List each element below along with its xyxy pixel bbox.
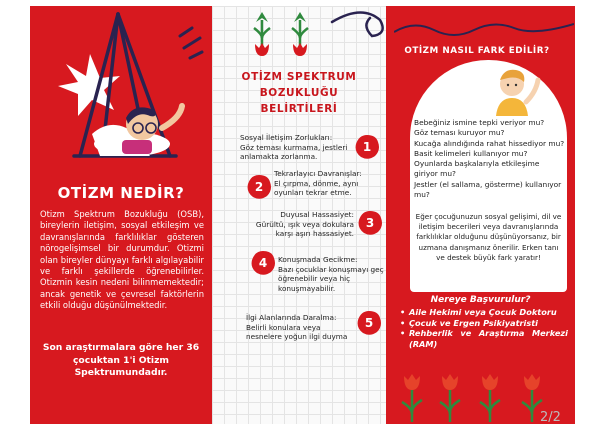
symptom-item: Konuşmada Gecikme: Bazı çocuklar konuşmayı geç öğrenebilir veya hiç konuşmayabilir. — [278, 255, 384, 293]
brochure-page — [30, 6, 575, 424]
symptom-item: Tekrarlayıcı Davranışlar: El çırpma, dönme, aynı oyunları tekrar etme. — [274, 169, 362, 197]
symptom-item: İlgi Alanlarında Daralma: Belirli konulara veya nesnelere yoğun ilgi duyma — [246, 313, 348, 341]
question-item: Oyunlarda başkalarıyla etkileşime giriyor mu? — [414, 159, 540, 179]
question-item: Jestler (el sallama, gösterme) kullanıyor mu? — [414, 179, 562, 200]
how-to-recognize-title: OTİZM NASIL FARK EDİLİR? — [404, 46, 550, 56]
number-badge-5: 5 — [356, 310, 382, 336]
expert-advice-text: Eğer çocuğunuzun sosyal gelişimi, dil ve iletişim becerileri veya davranışlarında farklılıklar olduğunu düşünüyorsanız, bir uzmana danışmanız önerilir. Erken tanı ve destek büyük fark yaratır! — [415, 212, 562, 262]
panel-what-is-autism — [30, 6, 212, 424]
panel-how-to-recognize — [386, 6, 575, 424]
what-is-autism-title: OTİZM NEDİR? — [57, 184, 185, 202]
tulip-decoration — [212, 6, 386, 66]
apply-item: • Çocuk ve Ergen Psikiyatristi — [400, 318, 568, 329]
symptom-item: Sosyal İletişim Zorlukları: Göz teması kurmama, jestleri anlamakta zorlanma. — [240, 133, 348, 161]
tulip-icon — [292, 12, 308, 56]
question-item: Göz teması kuruyor mu? — [414, 128, 505, 138]
swing-child-illustration — [30, 6, 212, 178]
question-item: Bebeğiniz ismine tepki veriyor mu? — [414, 118, 545, 127]
tulip-icon — [440, 374, 460, 422]
what-is-autism-text: Otizm Spektrum Bozukluğu (OSB), bireylerin iletişim, sosyal etkileşim ve davranışlarında farklılıklar gösteren nörogelişimsel bir durumdur. Otizmi olan bireyler dünyayı farklı algılayabilir ve farklı şekillerde öğrenebilirler. Otizmin kesin nedeni bilinmemektedir; ancak genetik ve çevresel faktörlerin etkili olduğu düşünülmektedir. — [40, 209, 204, 311]
prevalence-statistic: Son araştırmalara göre her 36 çocuktan 1'i Otizm Spektrumundadır. — [42, 342, 200, 378]
apply-item: • Aile Hekimi veya Çocuk Doktoru — [400, 307, 568, 318]
wave-decoration — [394, 16, 574, 38]
page-number: 2/2 — [540, 410, 561, 425]
apply-item: • Rehberlik ve Araştırma Merkezi (RAM) — [400, 328, 568, 349]
where-to-apply-list — [400, 307, 568, 349]
panel-symptoms — [212, 6, 386, 424]
number-badge-2: 2 — [246, 174, 272, 200]
tulip-icon — [402, 374, 422, 422]
waving-child-icon — [482, 66, 546, 116]
question-item: Basit kelimeleri kullanıyor mu? — [414, 148, 528, 158]
symptoms-title: OTİZM SPEKTRUM BOZUKLUĞU BELİRTİLERİ — [241, 71, 357, 115]
number-badge-3: 3 — [357, 210, 383, 236]
where-to-apply-title: Nereye Başvurulur? — [430, 295, 531, 305]
tulip-icon — [254, 12, 270, 56]
number-badge-1: 1 — [354, 134, 380, 160]
symptom-item: Duyusal Hassasiyet: Gürültü, ışık veya dokulara karşı aşırı hassasiyet. — [255, 210, 354, 238]
question-item: Kucağa alındığında rahat hissediyor mu? — [414, 138, 565, 148]
questions-card — [410, 60, 567, 292]
question-list — [414, 118, 565, 200]
tulip-icon — [480, 374, 500, 422]
tulip-icon — [522, 374, 542, 422]
number-badge-4: 4 — [250, 250, 276, 276]
spark-lines-icon — [180, 28, 202, 58]
